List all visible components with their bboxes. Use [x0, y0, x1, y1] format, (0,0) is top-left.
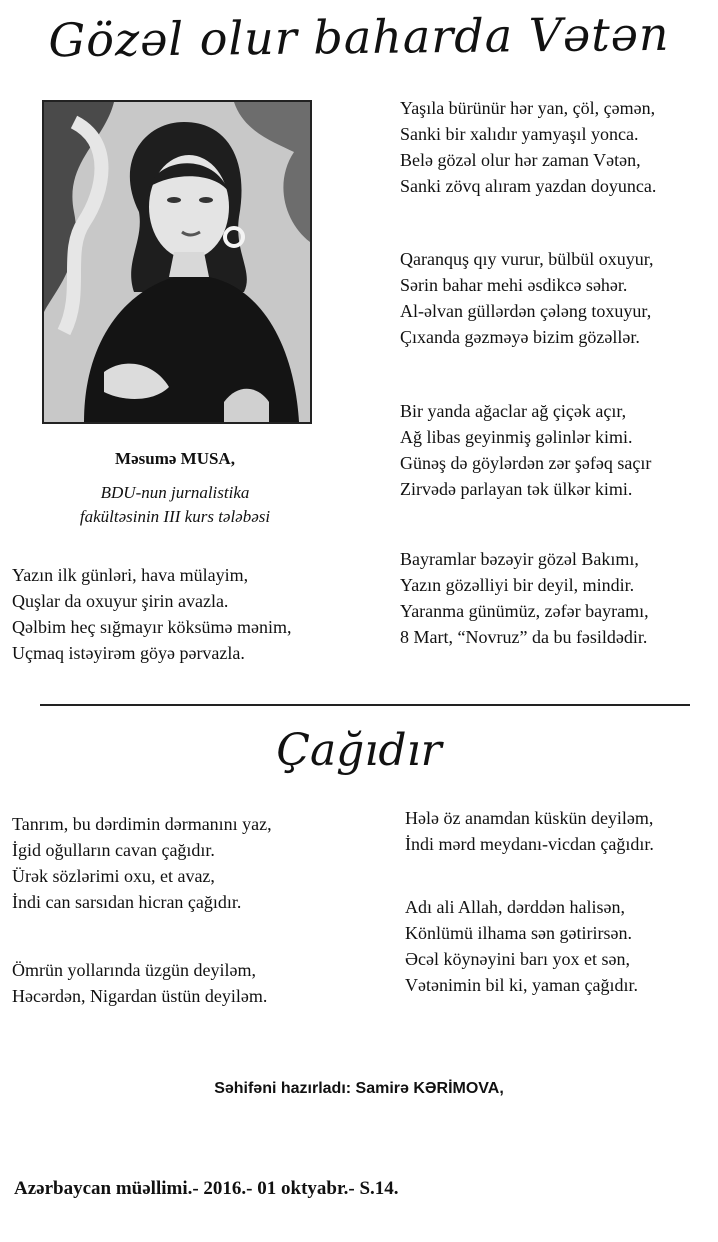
- poem2-title: Çağıdır: [276, 725, 442, 776]
- poem-line: Ürək sözlərimi oxu, et avaz,: [12, 866, 215, 886]
- poem2-right-stanza-2: [405, 894, 638, 998]
- poem-line: Sanki zövq alıram yazdan doyunca.: [400, 176, 657, 196]
- poem-line: Əcəl köynəyini barı yox et sən,: [405, 949, 630, 969]
- portrait-photo: [42, 100, 312, 424]
- poem-line: İgid oğulların cavan çağıdır.: [12, 840, 215, 860]
- poem-line: Zirvədə parlayan tək ülkər kimi.: [400, 479, 633, 499]
- poem-line: Qaranquş qıy vurur, bülbül oxuyur,: [400, 249, 654, 269]
- poem-line: Bir yanda ağaclar ağ çiçək açır,: [400, 401, 627, 421]
- page-credit: Səhifəni hazırladı: Samirə KƏRİMOVA,: [214, 1080, 504, 1097]
- poem-line: Yazın ilk günləri, hava mülayim,: [12, 565, 249, 585]
- poem2-left-stanza-2: [12, 957, 267, 1009]
- source-citation: Azərbaycan müəllimi.- 2016.- 01 oktyabr.- S.14.: [14, 1178, 399, 1199]
- poem-line: Sanki bir xalıdır yamyaşıl yonca.: [400, 124, 639, 144]
- poem-line: Çıxanda gəzməyə bizim gözəllər.: [400, 327, 640, 347]
- poem2-right-stanza-1: [405, 805, 654, 857]
- poem-line: Sərin bahar mehi əsdikcə səhər.: [400, 275, 628, 295]
- poem-line: İndi mərd meydanı-vicdan çağıdır.: [405, 834, 654, 854]
- poem-line: Ağ libas geyinmiş gəlinlər kimi.: [400, 427, 633, 447]
- poem-line: Adı ali Allah, dərddən halisən,: [405, 897, 625, 917]
- section-divider: [40, 704, 690, 706]
- poem1-right-stanza-2: [400, 246, 654, 350]
- poem1-right-stanza-1: [400, 95, 656, 199]
- poem-line: Günəş də göylərdən zər şəfəq saçır: [400, 453, 652, 473]
- poem-line: Quşlar da oxuyur şirin avazla.: [12, 591, 229, 611]
- poem-line: Yaranma günümüz, zəfər bayramı,: [400, 601, 649, 621]
- author-affiliation-line-1: BDU-nun jurnalistika: [100, 483, 250, 502]
- poem1-left-stanza: [12, 562, 291, 666]
- poem-line: Yaşıla bürünür hər yan, çöl, çəmən,: [400, 98, 656, 118]
- poem1-right-stanza-3: [400, 398, 651, 502]
- poem-line: Ömrün yollarında üzgün deyiləm,: [12, 960, 256, 980]
- poem-line: İndi can sarsıdan hicran çağıdır.: [12, 892, 242, 912]
- poem-line: Yazın gözəlliyi bir deyil, mindir.: [400, 575, 635, 595]
- poem-line: Könlümü ilhama sən gətirirsən.: [405, 923, 632, 943]
- poem-line: Tanrım, bu dərdimin dərmanını yaz,: [12, 814, 272, 834]
- poem-line: Uçmaq istəyirəm göyə pərvazla.: [12, 643, 245, 663]
- poem1-right-stanza-4: [400, 546, 649, 650]
- poem-line: Qəlbim heç sığmayır köksümə mənim,: [12, 617, 292, 637]
- poem-line: Al-əlvan güllərdən çələng toxuyur,: [400, 301, 652, 321]
- poem2-left-stanza-1: [12, 811, 272, 915]
- poem-line: Həcərdən, Nigardan üstün deyiləm.: [12, 986, 268, 1006]
- author-affiliation: [42, 481, 308, 529]
- poem-line: Vətənimin bil ki, yaman çağıdır.: [405, 975, 638, 995]
- poem-line: Bayramlar bəzəyir gözəl Bakımı,: [400, 549, 639, 569]
- author-affiliation-line-2: fakültəsinin III kurs tələbəsi: [79, 507, 271, 526]
- poem-line: Belə gözəl olur hər zaman Vətən,: [400, 150, 641, 170]
- poem-line: 8 Mart, “Novruz” da bu fəsildədir.: [400, 627, 648, 647]
- portrait-photo-icon: [44, 102, 310, 422]
- poem1-title: Gözəl olur baharda Vətən: [48, 6, 670, 68]
- poem-line: Hələ öz anamdan küskün deyiləm,: [405, 808, 654, 828]
- author-name: Məsumə MUSA,: [115, 449, 235, 468]
